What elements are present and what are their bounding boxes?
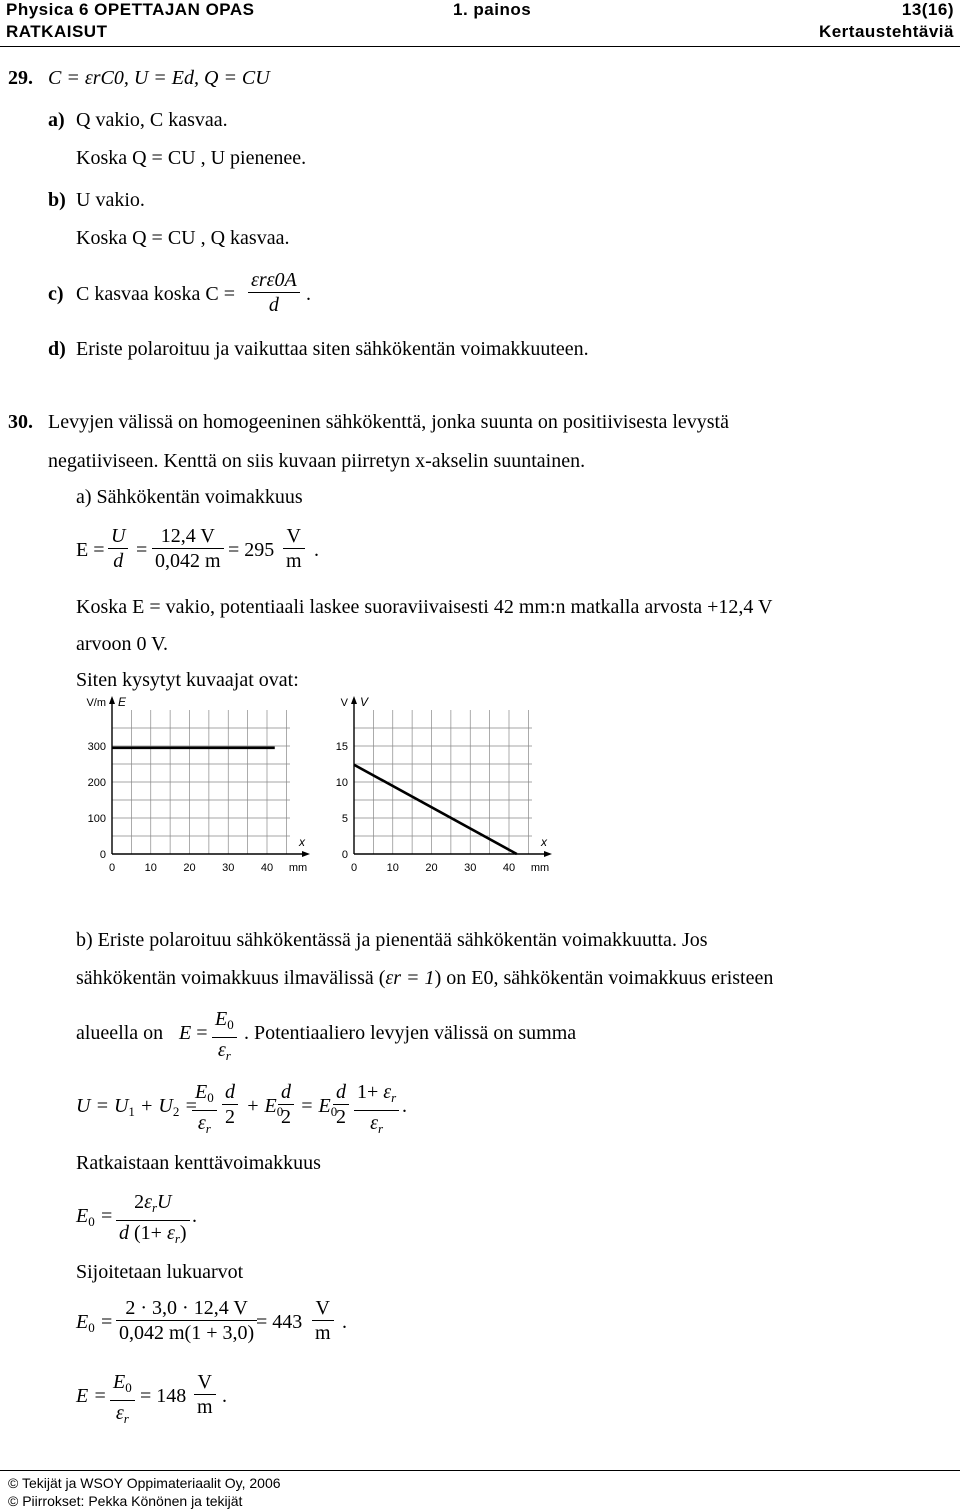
equals: = bbox=[136, 539, 148, 561]
unit-fraction bbox=[283, 524, 305, 573]
text-part: ) on E0, sähkökentän voimakkuus eristeen bbox=[434, 967, 774, 989]
y-tick-label: 300 bbox=[87, 741, 106, 753]
page-number: 13(16) bbox=[901, 0, 954, 19]
fraction-numerator: V bbox=[286, 525, 301, 547]
problem-30-line-2: negatiiviseen. Kenttä on siis kuvaan piirretyn x-akselin suuntainen. bbox=[48, 450, 586, 472]
y-tick-label: 100 bbox=[87, 813, 106, 825]
part-a-label: a) bbox=[48, 109, 65, 131]
d-over-2-fraction bbox=[333, 1080, 349, 1129]
part-b-text-2: Koska Q = CU , Q kasvaa. bbox=[76, 227, 290, 249]
relative-permittivity-eq: εr = 1 bbox=[385, 967, 435, 989]
problem-30-line-1: Levyjen välissä on homogeeninen sähkökenttä, jonka suunta on positiivisesta levystä bbox=[48, 411, 729, 433]
part-b2-line-3b: . Potentiaaliero levyjen välissä on summa bbox=[244, 1022, 577, 1044]
e0-result: = 443 bbox=[256, 1311, 303, 1333]
graphs-intro: Siten kysytyt kuvaajat ovat: bbox=[76, 669, 299, 691]
y-tick-label: 200 bbox=[87, 777, 106, 789]
potential-chart bbox=[318, 694, 558, 880]
y-tick-label: 10 bbox=[335, 777, 348, 789]
fraction-denominator: $\varepsilon_r$ bbox=[212, 1037, 237, 1068]
fraction-denominator: m bbox=[194, 1394, 216, 1419]
part-d-label: d) bbox=[48, 338, 66, 360]
part-b2-line-2 bbox=[76, 966, 773, 990]
text-part: sähkökentän voimakkuus ilmavälissä ( bbox=[76, 967, 386, 989]
chapter-label: Kertaustehtäviä bbox=[818, 22, 954, 41]
fraction-numerator: $2\varepsilon_rU$ bbox=[134, 1191, 172, 1215]
x-tick-label: 40 bbox=[260, 862, 274, 874]
part-b-label: b) bbox=[48, 189, 66, 211]
fraction-numerator: $E_0$ bbox=[215, 1008, 234, 1032]
fraction-denominator: d bbox=[248, 292, 300, 317]
x-tick-label: 40 bbox=[502, 862, 516, 874]
period: . bbox=[306, 283, 311, 305]
part-b-text: U vakio. bbox=[76, 189, 145, 211]
header-rule bbox=[0, 46, 960, 47]
period: . bbox=[222, 1385, 227, 1407]
problem-29-formula: C = εrC0, U = Ed, Q = CU bbox=[48, 67, 270, 89]
y-tick-label: 5 bbox=[341, 813, 348, 825]
d-over-2-fraction bbox=[278, 1080, 294, 1129]
page-header bbox=[6, 0, 954, 44]
x-unit-label: mm bbox=[530, 862, 550, 874]
fraction-numerator: V bbox=[315, 1297, 330, 1319]
fraction-denominator: 0,042 m(1 + 3,0) bbox=[116, 1320, 257, 1345]
fraction-numerator: $E_0$ bbox=[113, 1371, 132, 1395]
period: . bbox=[342, 1311, 347, 1333]
y-unit-label: V bbox=[340, 697, 348, 709]
fraction-numerator: V bbox=[197, 1371, 212, 1393]
fraction-denominator: $\varepsilon_r$ bbox=[110, 1400, 135, 1431]
y-axis-label: E bbox=[118, 695, 127, 709]
x-tick-label: 30 bbox=[464, 862, 477, 874]
e0-over-er-fraction bbox=[192, 1080, 217, 1141]
y-tick-label: 0 bbox=[341, 849, 348, 861]
series-line bbox=[354, 765, 517, 854]
e0-formula-fraction bbox=[116, 1190, 190, 1251]
x-tick-label: 10 bbox=[386, 862, 399, 874]
fraction-numerator: 2 · 3,0 · 12,4 V bbox=[125, 1297, 248, 1319]
x-axis-label: x bbox=[299, 835, 305, 849]
fraction-denominator: 0,042 m bbox=[152, 548, 224, 573]
part-a-text-2: Koska Q = CU , U pienenee. bbox=[76, 147, 307, 169]
fraction-denominator: 2 bbox=[333, 1104, 349, 1129]
solve-heading: Ratkaistaan kenttävoimakkuus bbox=[76, 1152, 321, 1174]
part-c-label: c) bbox=[48, 283, 64, 305]
fraction-denominator: d $(1+ \varepsilon_r)$ bbox=[116, 1220, 190, 1251]
period: . bbox=[314, 539, 319, 561]
e0-lhs: $E_0$ = bbox=[76, 1205, 114, 1229]
e0-over-er-fraction bbox=[110, 1370, 135, 1431]
x-axis-label: x bbox=[541, 835, 547, 849]
voltage-sum-lhs: $U = U_1 + U_2$ = bbox=[76, 1095, 198, 1119]
book-title: Physica 6 OPETTAJAN OPAS bbox=[6, 0, 255, 19]
e-final-result: = 148 bbox=[140, 1385, 187, 1407]
y-axis-label: V bbox=[360, 695, 369, 709]
koska-line-1: Koska E = vakio, potentiaali laskee suoraviivaisesti 42 mm:n matkalla arvosta +12,4 V bbox=[76, 596, 773, 618]
fraction-numerator: 12,4 V bbox=[160, 525, 215, 547]
one-plus-er-fraction bbox=[354, 1080, 399, 1141]
x-tick-label: 20 bbox=[183, 862, 196, 874]
footer-rule bbox=[0, 1470, 960, 1471]
fraction-numerator: εrε0A bbox=[251, 269, 297, 291]
x-axis-arrow bbox=[302, 851, 310, 857]
fraction-denominator: 2 bbox=[222, 1104, 238, 1129]
d-over-2-fraction bbox=[222, 1080, 238, 1129]
e0-numeric-lhs: $E_0$ = bbox=[76, 1311, 114, 1335]
part-b2-line-3a: alueella on bbox=[76, 1022, 164, 1044]
fraction-denominator: m bbox=[283, 548, 305, 573]
e0-over-er-fraction bbox=[212, 1007, 237, 1068]
part-d-text: Eriste polaroituu ja vaikuttaa siten sähkökentän voimakkuuteen. bbox=[76, 338, 589, 360]
section-label: RATKAISUT bbox=[6, 22, 108, 41]
u-over-d-fraction bbox=[108, 524, 128, 573]
part-b2-line-1: b) Eriste polaroituu sähkökentässä ja pienentää sähkökentän voimakkuutta. Jos bbox=[76, 929, 708, 951]
x-unit-label: mm bbox=[288, 862, 308, 874]
plus-e0: + $E_0$ bbox=[246, 1095, 284, 1119]
equals-e0: = $E_0$ bbox=[300, 1095, 338, 1119]
unit-fraction bbox=[312, 1296, 334, 1345]
fraction-numerator: U bbox=[111, 525, 126, 547]
x-tick-label: 20 bbox=[425, 862, 438, 874]
fraction-denominator: m bbox=[312, 1320, 334, 1345]
y-tick-label: 0 bbox=[99, 849, 106, 861]
fraction-numerator: d bbox=[336, 1081, 346, 1103]
numeric-fraction bbox=[116, 1296, 257, 1345]
fraction-numerator: $E_0$ bbox=[195, 1081, 214, 1105]
part-a-text: Q vakio, C kasvaa. bbox=[76, 109, 228, 131]
field-result: = 295 bbox=[228, 539, 275, 561]
unit-fraction bbox=[194, 1370, 216, 1419]
fraction-denominator: 2 bbox=[278, 1104, 294, 1129]
y-tick-label: 15 bbox=[335, 741, 348, 753]
capacitance-fraction bbox=[248, 268, 300, 317]
y-axis-arrow bbox=[109, 696, 115, 704]
y-axis-arrow bbox=[351, 696, 357, 704]
equation-lhs: E = bbox=[179, 1022, 208, 1044]
fraction-denominator: d bbox=[108, 548, 128, 573]
copyright-line-1: © Tekijät ja WSOY Oppimateriaalit Oy, 2006 bbox=[8, 1475, 281, 1491]
koska-line-2: arvoon 0 V. bbox=[76, 633, 169, 655]
value-fraction bbox=[152, 524, 224, 573]
x-tick-label: 10 bbox=[144, 862, 157, 874]
substitute-heading: Sijoitetaan lukuarvot bbox=[76, 1261, 244, 1283]
edition: 1. painos bbox=[453, 0, 532, 19]
fraction-denominator: $\varepsilon_r$ bbox=[192, 1110, 217, 1141]
problem-30-number: 30. bbox=[8, 411, 33, 433]
y-unit-label: V/m bbox=[86, 697, 106, 709]
copyright-line-2: © Piirrokset: Pekka Könönen ja tekijät bbox=[8, 1493, 243, 1509]
period: . bbox=[402, 1095, 407, 1117]
period: . bbox=[192, 1205, 197, 1227]
e-final-lhs: E = bbox=[76, 1385, 107, 1407]
electric-field-chart bbox=[76, 694, 316, 880]
x-tick-label: 0 bbox=[350, 862, 358, 874]
fraction-numerator: d bbox=[225, 1081, 235, 1103]
part-a-heading: a) Sähkökentän voimakkuus bbox=[76, 486, 303, 508]
field-equation-lhs: E = bbox=[76, 539, 105, 561]
x-tick-label: 0 bbox=[108, 862, 116, 874]
x-tick-label: 30 bbox=[222, 862, 235, 874]
fraction-denominator: $\varepsilon_r$ bbox=[354, 1110, 399, 1141]
fraction-numerator: $1+ \varepsilon_r$ bbox=[357, 1081, 397, 1105]
x-axis-arrow bbox=[544, 851, 552, 857]
fraction-numerator: d bbox=[281, 1081, 291, 1103]
part-c-text: C kasvaa koska C = bbox=[76, 283, 236, 305]
problem-29-number: 29. bbox=[8, 67, 33, 89]
